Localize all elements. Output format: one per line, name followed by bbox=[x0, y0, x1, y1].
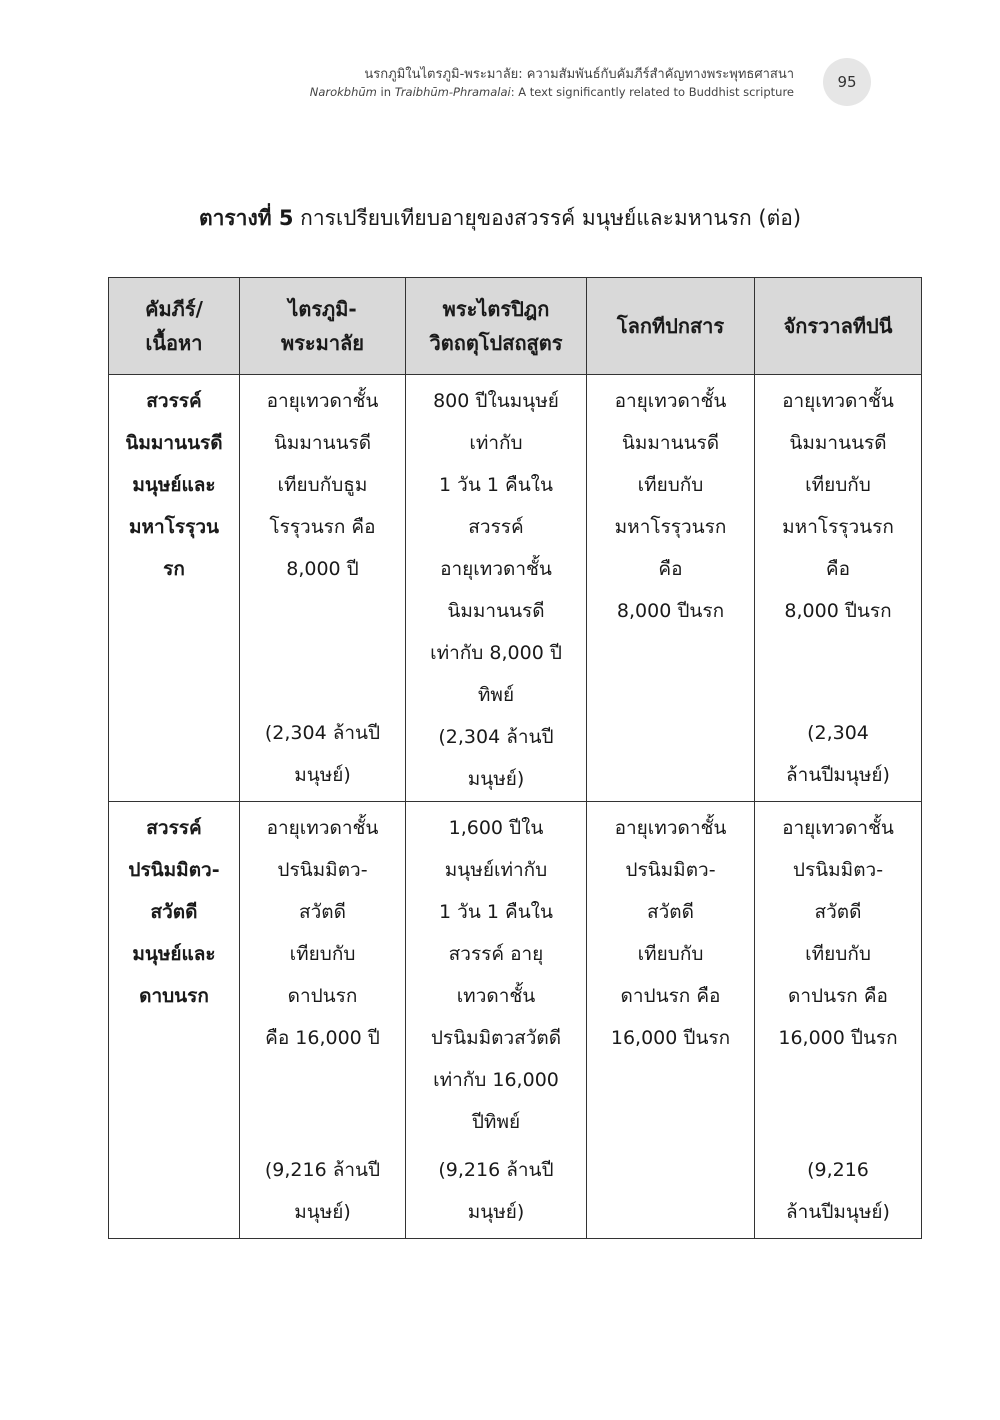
cell-note: (9,216 ล้านปี มนุษย์) bbox=[438, 1159, 554, 1223]
table-cell bbox=[587, 375, 755, 802]
table-cell bbox=[240, 802, 406, 1239]
row-label-cell bbox=[109, 375, 240, 802]
cell-text: 800 ปีในมนุษย์ เท่ากับ 1 วัน 1 คืนใน สวรรค์ อายุเทวดาชั้น นิมมานนรดี เท่ากับ 8,000 ปี ทิพย์ bbox=[430, 390, 562, 706]
table-row bbox=[109, 375, 922, 802]
column-header-cakkavaladipani bbox=[755, 278, 922, 375]
english-title-text-1: in bbox=[376, 85, 395, 99]
column-header-topic bbox=[109, 278, 240, 375]
english-title-italic-1: Narokbhūm bbox=[309, 85, 377, 99]
cell-note: (2,304 ล้านปีมนุษย์) bbox=[786, 722, 890, 786]
column-header-traibhum bbox=[240, 278, 406, 375]
row-label: สวรรค์ ปรนิมมิตว- สวัตดี มนุษย์และ ดาบนรก bbox=[128, 817, 220, 1007]
english-title-italic-2: Traibhūm-Phramalai bbox=[394, 85, 511, 99]
cell-text: อายุเทวดาชั้น นิมมานนรดี เทียบกับธูม โรรุวนรก คือ 8,000 ปี bbox=[266, 390, 379, 580]
cell-note: (9,216 ล้านปี มนุษย์) bbox=[264, 1159, 381, 1223]
table-cell bbox=[587, 802, 755, 1239]
cell-note: (2,304 ล้านปี มนุษย์) bbox=[264, 722, 381, 786]
cell-text: อายุเทวดาชั้น ปรนิมมิตว- สวัตดี เทียบกับ ดาปนรก คือ 16,000 ปี bbox=[265, 817, 380, 1049]
column-header-label: คัมภีร์/ เนื้อหา bbox=[145, 297, 203, 355]
row-label-cell bbox=[109, 802, 240, 1239]
table-cell bbox=[755, 802, 922, 1239]
table-caption-label: ตารางที่ 5 bbox=[198, 206, 294, 230]
column-header-label: โลกทีปกสาร bbox=[616, 314, 725, 338]
table-caption bbox=[0, 200, 1000, 236]
cell-note: (2,304 ล้านปี มนุษย์) bbox=[438, 726, 554, 790]
table-cell bbox=[755, 375, 922, 802]
cell-text: อายุเทวดาชั้น นิมมานนรดี เทียบกับ มหาโรรุวนรก คือ 8,000 ปีนรก bbox=[782, 390, 894, 622]
cell-note: (9,216 ล้านปีมนุษย์) bbox=[786, 1159, 890, 1223]
cell-text: 1,600 ปีใน มนุษย์เท่ากับ 1 วัน 1 คืนใน สวรรค์ อายุ เทวดาชั้น ปรนิมมิตวสวัตดี เท่ากับ 16,000 ปีทิพย์ bbox=[430, 817, 562, 1133]
cell-text: อายุเทวดาชั้น ปรนิมมิตว- สวัตดี เทียบกับ ดาปนรก คือ 16,000 ปีนรก bbox=[778, 817, 898, 1049]
cell-text: อายุเทวดาชั้น ปรนิมมิตว- สวัตดี เทียบกับ ดาปนรก คือ 16,000 ปีนรก bbox=[610, 817, 731, 1049]
row-label: สวรรค์ นิมมานนรดี มนุษย์และ มหาโรรุวน รก bbox=[125, 390, 223, 580]
column-header-label: พระไตรปิฎก วิตถตุโปสถสูตร bbox=[429, 297, 563, 355]
column-header-label: ไตรภูมิ- พระมาลัย bbox=[280, 297, 365, 355]
table-cell bbox=[240, 375, 406, 802]
table-cell bbox=[406, 802, 587, 1239]
column-header-label: จักรวาลทีปนี bbox=[783, 314, 893, 338]
column-header-tipitaka bbox=[406, 278, 587, 375]
page-number: 95 bbox=[823, 58, 871, 106]
table-cell bbox=[406, 375, 587, 802]
comparison-table bbox=[108, 277, 922, 1239]
running-header-thai: นรกภูมิในไตรภูมิ-พระมาลัย: ความสัมพันธ์กับคัมภีร์สำคัญทางพระพุทธศาสนา bbox=[364, 67, 794, 82]
table-caption-text: การเปรียบเทียบอายุของสวรรค์ มนุษย์และมหานรก (ต่อ) bbox=[293, 206, 802, 230]
cell-text: อายุเทวดาชั้น นิมมานนรดี เทียบกับ มหาโรรุวนรก คือ 8,000 ปีนรก bbox=[614, 390, 727, 622]
english-title-text-2: : A text significantly related to Buddhist scripture bbox=[510, 85, 794, 99]
running-header-english bbox=[310, 84, 794, 100]
running-header bbox=[310, 66, 794, 100]
table-header-row bbox=[109, 278, 922, 375]
table-row bbox=[109, 802, 922, 1239]
column-header-lokadipakasara bbox=[587, 278, 755, 375]
